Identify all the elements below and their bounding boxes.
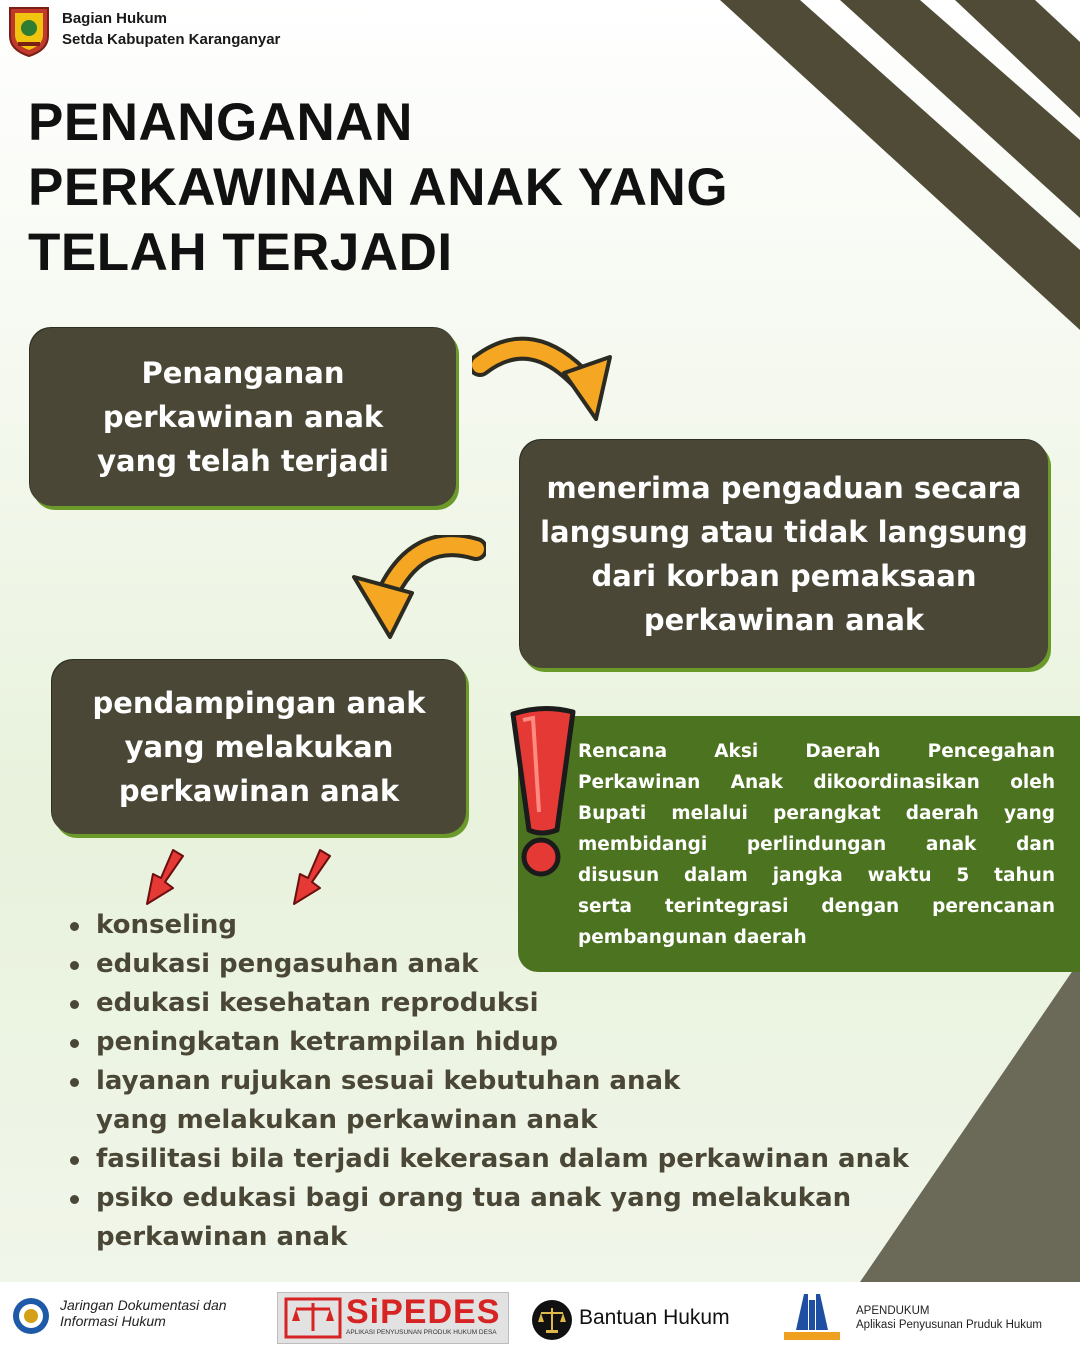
apendukum-line-2: Aplikasi Penyusunan Pruduk Hukum [856, 1319, 1043, 1331]
apendukum-logo-icon[interactable] [782, 1290, 842, 1348]
notice-line: Rencana Aksi Daerah Pencegahan [578, 741, 1055, 762]
notice-line: Perkawinan Anak dikoordinasikan oleh [578, 772, 1055, 793]
notice-line: membidangi perlindungan anak dan [578, 834, 1055, 855]
box1-line: Penanganan [141, 356, 345, 390]
org-line-2: Setda Kabupaten Karanganyar [62, 31, 281, 48]
sipedes-subtitle: APLIKASI PENYUSUNAN PRODUK HUKUM DESA [346, 1329, 497, 1336]
list-item: edukasi kesehatan reproduksi [70, 984, 950, 1023]
scales-of-justice-icon [531, 1299, 573, 1341]
page-title [28, 90, 828, 285]
flow-box-pendampingan [52, 660, 466, 834]
box2-line: menerima pengaduan secara [546, 471, 1022, 505]
karanganyar-emblem-icon [6, 4, 52, 58]
list-item: peningkatan ketrampilan hidup [70, 1023, 950, 1062]
bantuan-hukum-label[interactable]: Bantuan Hukum [579, 1306, 730, 1329]
box2-line: perkawinan anak [643, 603, 925, 637]
red-down-arrow-icon [143, 848, 188, 908]
box3-line: yang melakukan [124, 730, 394, 764]
curved-arrow-left-icon [346, 535, 486, 640]
notice-line: serta terintegrasi dengan perencanan [578, 896, 1055, 917]
box3-line: pendampingan anak [92, 686, 426, 720]
box2-line: langsung atau tidak langsung [540, 515, 1028, 549]
jdih-line-1: Jaringan Dokumentasi dan [60, 1297, 227, 1313]
notice-line: Bupati melalui perangkat daerah yang [578, 803, 1055, 824]
list-item: psiko edukasi bagi orang tua anak yang melakukan perkawinan anak [70, 1179, 856, 1257]
organization-name [62, 8, 280, 50]
apendukum-label[interactable] [856, 1304, 1042, 1332]
list-item: fasilitasi bila terjadi kekerasan dalam perkawinan anak [70, 1140, 950, 1179]
box2-line: dari korban pemaksaan [591, 559, 977, 593]
box1-line: perkawinan anak [102, 400, 384, 434]
list-item: layanan rujukan sesuai kebutuhan anak yang melakukan perkawinan anak [70, 1062, 736, 1140]
flow-box-penanganan [30, 328, 456, 506]
notice-line: pembangunan daerah [578, 927, 807, 948]
title-line-1: PENANGANAN [28, 93, 413, 152]
list-item: edukasi pengasuhan anak [70, 945, 950, 984]
curved-arrow-right-icon [472, 335, 612, 425]
org-line-1: Bagian Hukum [62, 10, 168, 27]
action-list [70, 906, 950, 1257]
red-down-arrow-icon [290, 848, 335, 908]
exclamation-icon [505, 702, 580, 880]
box3-line: perkawinan anak [118, 774, 400, 808]
title-line-2: PERKAWINAN ANAK YANG [28, 158, 729, 217]
list-item: konseling [70, 906, 950, 945]
flow-box-pengaduan [520, 440, 1048, 668]
title-line-3: TELAH TERJADI [28, 223, 453, 282]
box1-line: yang telah terjadi [97, 444, 389, 478]
notice-line: disusun dalam jangka waktu 5 tahun [578, 865, 1055, 886]
sipedes-scale-icon [284, 1297, 342, 1339]
jdih-seal-icon [12, 1297, 50, 1335]
apendukum-line-1: APENDUKUM [856, 1305, 930, 1317]
jdih-label[interactable] [60, 1297, 227, 1329]
jdih-line-2: Informasi Hukum [60, 1313, 166, 1329]
sipedes-word: SiPEDES [346, 1293, 501, 1331]
